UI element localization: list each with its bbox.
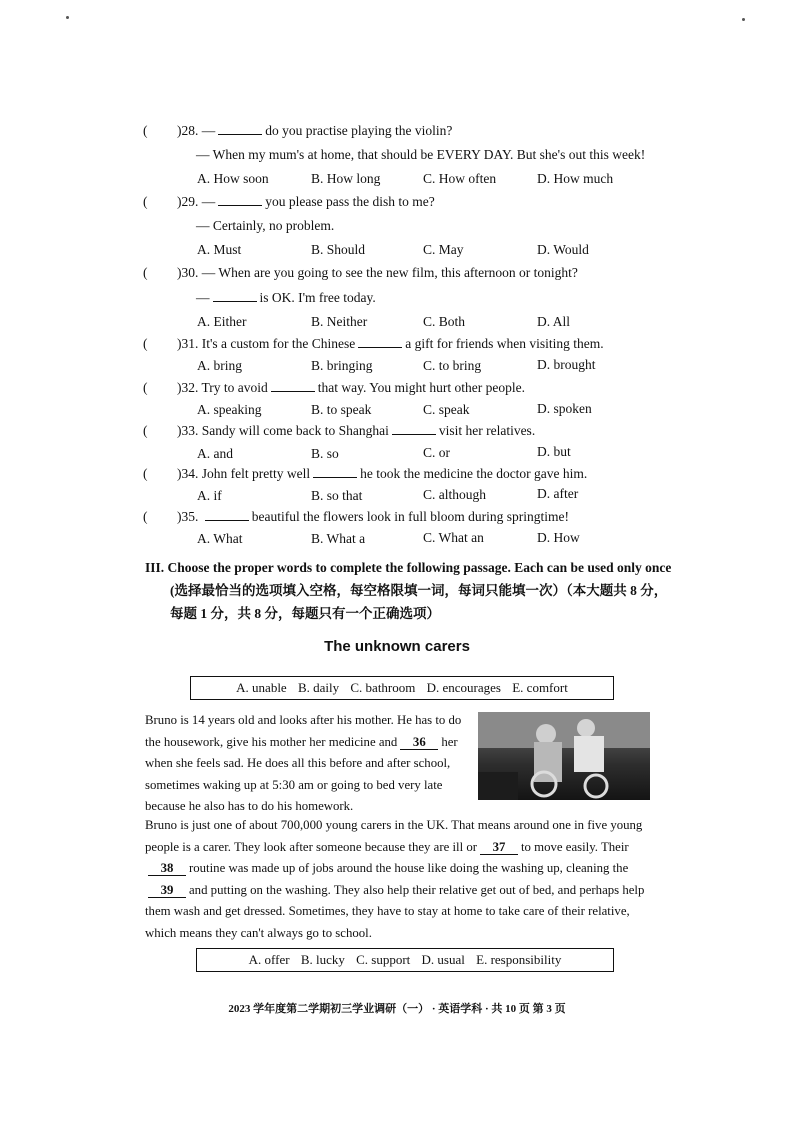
text-segment: the housework, give his mother her medicine and [145, 734, 398, 749]
answer-blank [313, 465, 357, 478]
answer-paren: ( [143, 509, 148, 524]
word-option: C. support [356, 952, 411, 967]
question-number: )28. [177, 123, 199, 138]
stem-post: do you practise playing the violin? [265, 123, 453, 138]
option-c: C. or [423, 445, 450, 460]
word-option: A. offer [248, 952, 290, 967]
question-35 [143, 508, 569, 526]
paragraph-line: Bruno is just one of about 700,000 young carers in the UK. That means around one in five young [145, 818, 643, 832]
answer-paren: ( [143, 194, 148, 209]
word-box-2 [196, 948, 614, 972]
option-d: D. brought [537, 357, 596, 372]
answer-blank [218, 193, 262, 206]
blank-38: 38 [148, 861, 186, 876]
text-segment: her [441, 734, 458, 749]
answer-paren: ( [143, 336, 148, 351]
question-number: )31. [177, 336, 199, 351]
stem-pre: John felt pretty well [201, 466, 311, 481]
option-d: D. after [537, 486, 579, 501]
page-footer: 2023 学年度第二学期初三学业调研（一） · 英语学科 · 共 10 页 第 3 页 [228, 1003, 566, 1015]
option-a: A. What [197, 531, 243, 546]
option-c: C. speak [423, 402, 470, 417]
answer-blank [392, 422, 436, 435]
reply-pre: — [196, 290, 210, 305]
question-29 [143, 193, 435, 211]
question-34 [143, 465, 587, 483]
word-option: B. lucky [300, 952, 345, 967]
answer-blank [205, 508, 249, 521]
stem-post: a gift for friends when visiting them. [405, 336, 604, 351]
paragraph-line [145, 880, 665, 902]
passage-title: The unknown carers [324, 638, 470, 655]
blank-39: 39 [148, 883, 186, 898]
stem-pre: Try to avoid [201, 380, 268, 395]
option-c: C. What an [423, 530, 484, 545]
stem-pre: Sandy will come back to Shanghai [201, 423, 389, 438]
stem-pre: It's a custom for the Chinese [201, 336, 356, 351]
answer-paren: ( [143, 265, 148, 280]
question-number: )30. [177, 265, 199, 280]
question-31 [143, 335, 604, 353]
option-a: A. speaking [197, 402, 262, 417]
text-segment: and putting on the washing. They also help their relative get out of bed, and perhaps help [189, 882, 645, 897]
question-33 [143, 422, 535, 440]
paragraph-line: sometimes waking up at 5:30 am or going to bed very late [145, 777, 443, 792]
paragraph-line [145, 858, 665, 880]
question-28 [143, 122, 452, 140]
reply-post: is OK. I'm free today. [259, 290, 376, 305]
stem-post: he took the medicine the doctor gave him. [360, 466, 588, 481]
word-option: D. encourages [426, 680, 501, 695]
option-d: D. All [537, 314, 571, 329]
question-number: )29. [177, 194, 199, 209]
option-a: A. How soon [197, 171, 269, 186]
question-number: )34. [177, 466, 199, 481]
word-option: C. bathroom [350, 680, 416, 695]
blank-36: 36 [400, 735, 438, 750]
word-option: E. comfort [512, 680, 568, 695]
question-30 [143, 264, 578, 282]
answer-paren: ( [143, 380, 148, 395]
option-d: D. but [537, 444, 571, 459]
reply-30 [196, 289, 376, 307]
stem: — When are you going to see the new film, this afternoon or tonight? [201, 265, 578, 280]
paragraph-line [145, 732, 475, 754]
answer-blank [213, 289, 257, 302]
reply-28: — When my mum's at home, that should be EVERY DAY. But she's out this week! [196, 147, 646, 162]
answer-blank [358, 335, 402, 348]
blank-37: 37 [480, 840, 518, 855]
paragraph-1 [145, 710, 475, 818]
carer-photo [478, 712, 650, 800]
stem-post: you please pass the dish to me? [265, 194, 435, 209]
paragraph-line: because he also has to do his homework. [145, 799, 354, 813]
section-3-instruction-cn: (选择最恰当的选项填入空格，每空格限填一词，每词只能填一次）（本大题共 8 分， [170, 583, 668, 598]
option-b: B. Should [311, 242, 366, 257]
text-segment: to move easily. Their [521, 839, 629, 854]
question-number: )32. [177, 380, 199, 395]
option-c: C. May [423, 242, 464, 257]
question-number: )35. [177, 509, 199, 524]
paragraph-line: which means they can't always go to school. [145, 925, 372, 940]
paragraph-2 [145, 815, 665, 944]
option-c: C. although [423, 487, 486, 502]
answer-blank [271, 379, 315, 392]
paragraph-line: when she feels sad. He does all this before and after school, [145, 756, 451, 770]
paragraph-line [145, 837, 665, 859]
word-option: B. daily [297, 680, 340, 695]
option-b: B. so [311, 446, 339, 461]
option-a: A. if [197, 488, 222, 503]
option-d: D. How much [537, 171, 614, 186]
stem-post: that way. You might hurt other people. [317, 380, 526, 395]
option-b: B. bringing [311, 358, 373, 373]
stem-pre: — [201, 123, 216, 138]
option-b: B. Neither [311, 314, 368, 329]
question-number: )33. [177, 423, 199, 438]
section-3-scoring: 每题 1 分，共 8 分，每题只有一个正确选项） [170, 606, 440, 621]
text-segment: routine was made up of jobs around the house like doing the washing up, cleaning the [189, 861, 629, 875]
stem-pre: — [201, 194, 216, 209]
option-b: B. How long [311, 171, 381, 186]
section-3-instruction-en: III. Choose the proper words to complete the following passage. Each can be used only once [145, 560, 672, 575]
option-c: C. to bring [423, 358, 482, 373]
word-option: E. responsibility [476, 952, 562, 967]
option-a: A. and [197, 446, 233, 461]
reply-29: — Certainly, no problem. [196, 218, 335, 233]
scan-speck [66, 16, 69, 19]
option-b: B. to speak [311, 402, 372, 417]
option-d: D. How [537, 530, 580, 545]
answer-blank [218, 122, 262, 135]
photo-illustration [478, 712, 650, 800]
stem-post: beautiful the flowers look in full bloom during springtime! [251, 509, 569, 524]
option-a: A. Either [197, 314, 247, 329]
question-32 [143, 379, 525, 397]
scan-speck [742, 18, 745, 21]
option-c: C. Both [423, 314, 466, 329]
option-d: D. spoken [537, 401, 592, 416]
text-segment: people is a carer. They look after someone because they are ill or [145, 839, 477, 854]
option-b: B. so that [311, 488, 363, 503]
answer-paren: ( [143, 423, 148, 438]
word-option: A. unable [236, 680, 287, 695]
paragraph-line: Bruno is 14 years old and looks after his mother. He has to do [145, 713, 462, 727]
word-box-1 [190, 676, 614, 700]
word-option: D. usual [421, 952, 465, 967]
paragraph-line: them wash and get dressed. Sometimes, they have to stay at home to take care of their relative, [145, 904, 630, 918]
option-a: A. Must [197, 242, 242, 257]
stem-post: visit her relatives. [438, 423, 536, 438]
answer-paren: ( [143, 123, 148, 138]
option-a: A. bring [197, 358, 242, 373]
option-b: B. What a [311, 531, 366, 546]
option-c: C. How often [423, 171, 497, 186]
option-d: D. Would [537, 242, 589, 257]
answer-paren: ( [143, 466, 148, 481]
